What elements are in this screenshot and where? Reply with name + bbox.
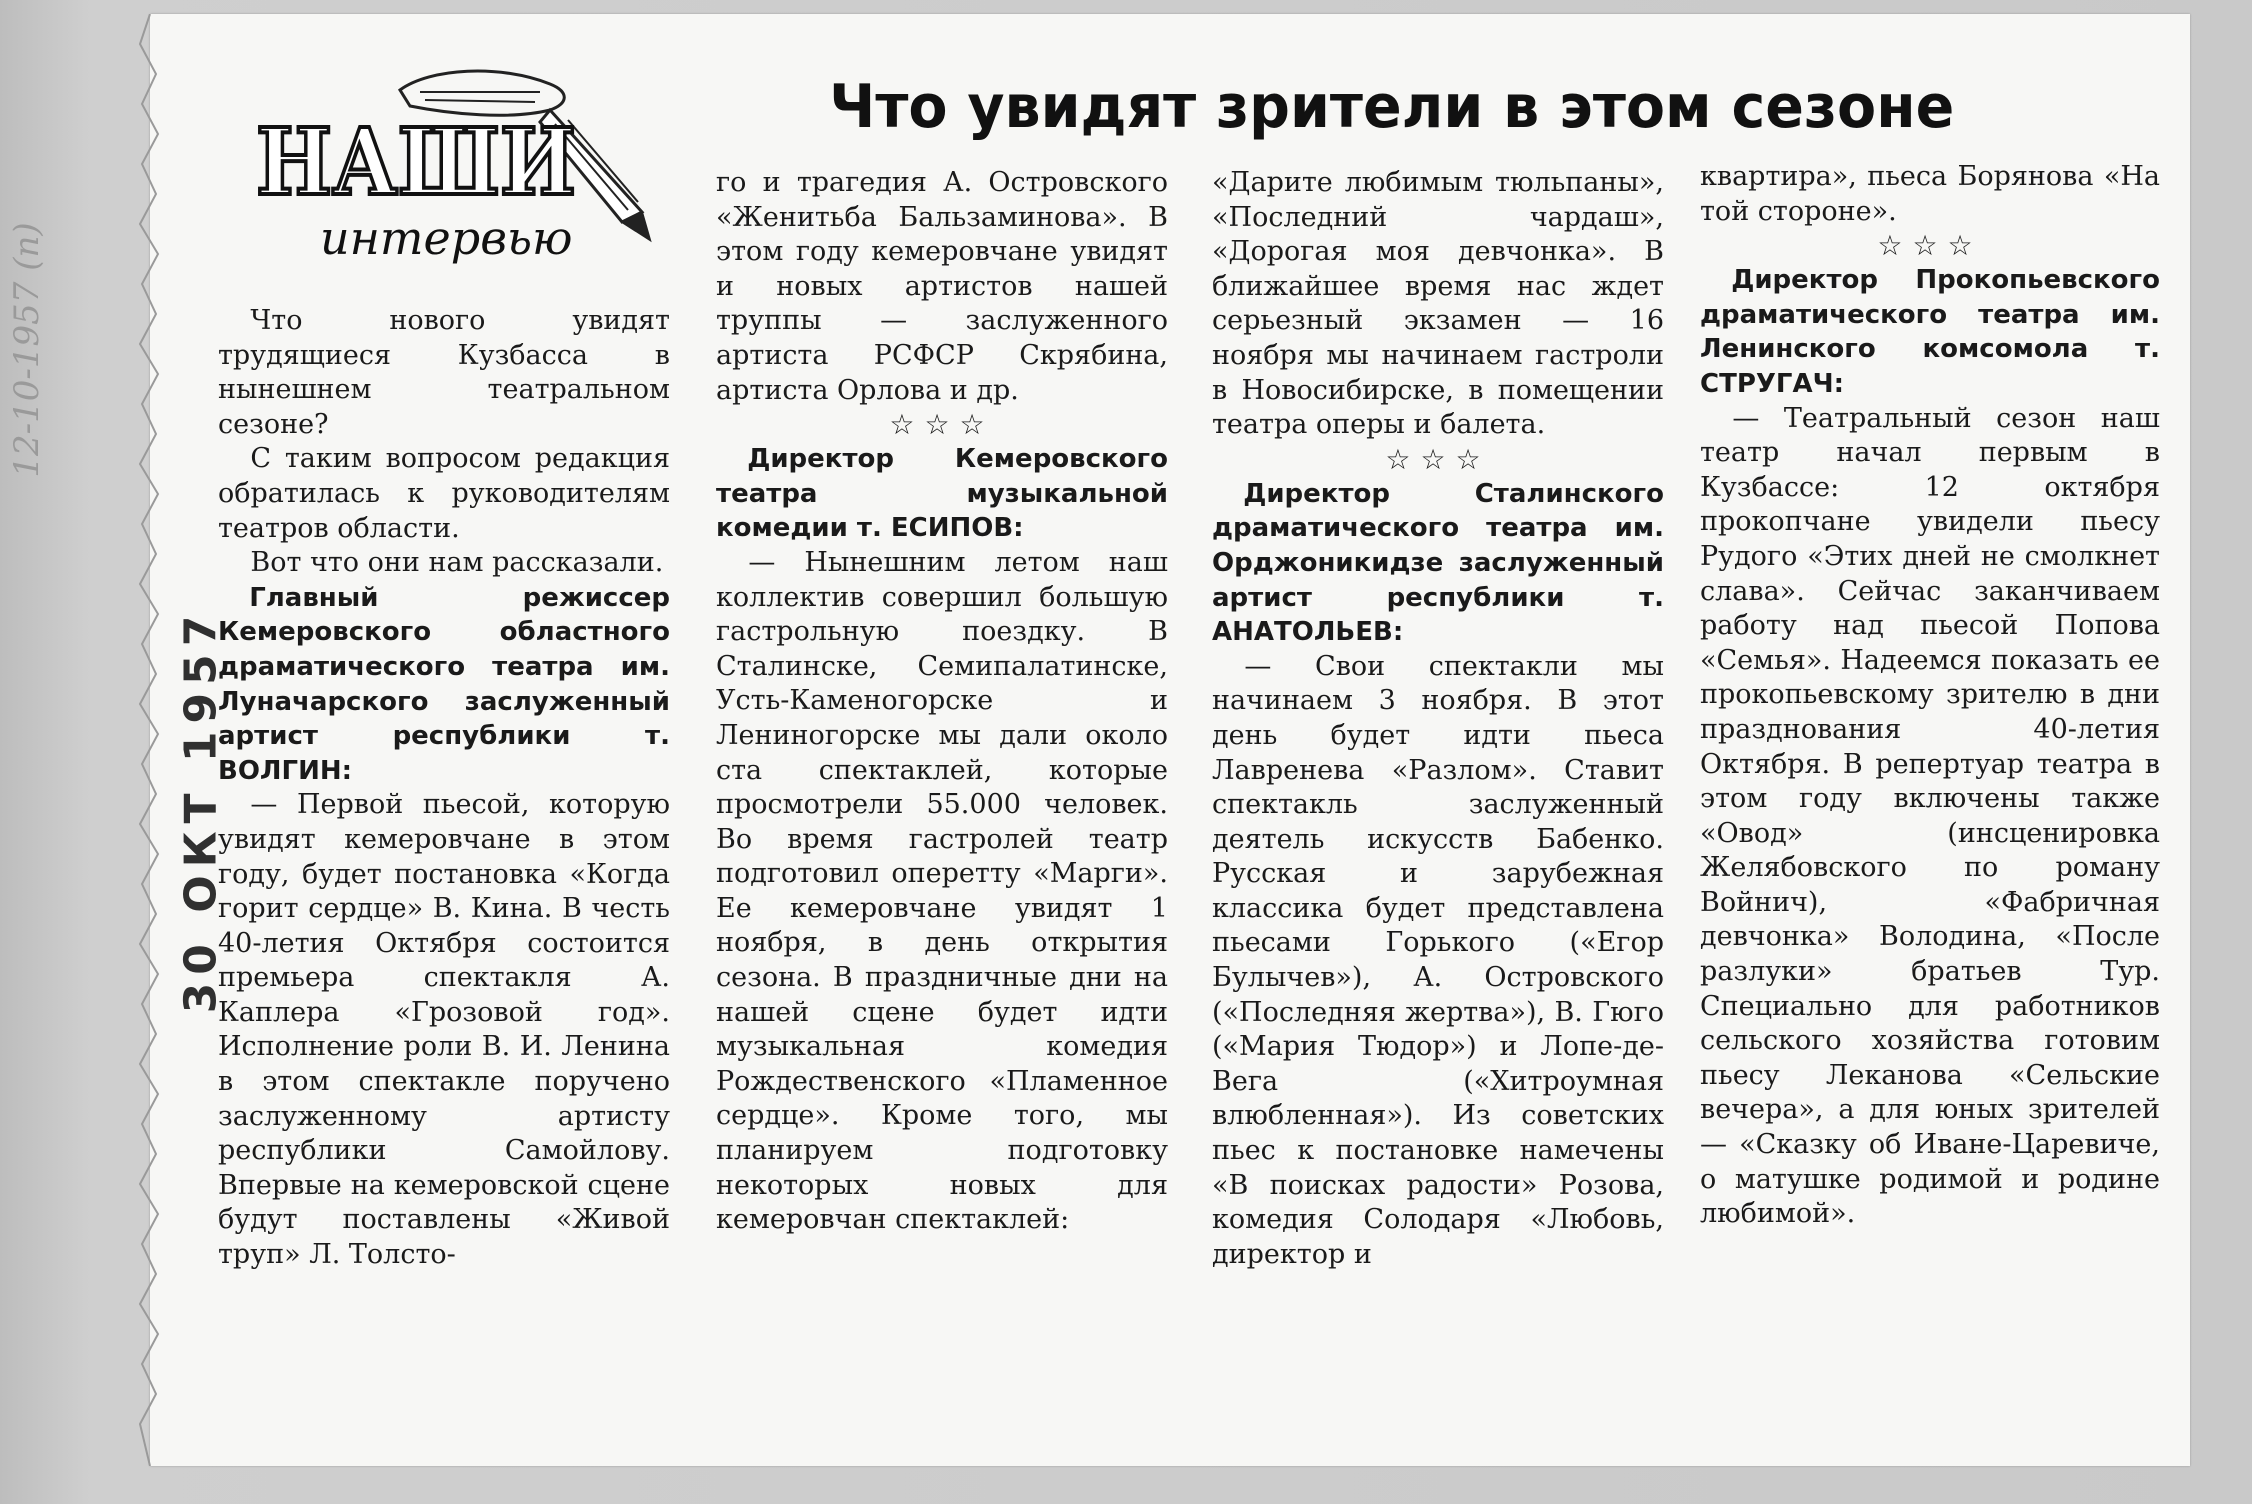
section-divider-stars: ☆☆☆ (889, 408, 995, 442)
intro-paragraph: Вот что они нам рассказали. (250, 547, 664, 579)
torn-edge (136, 14, 164, 1466)
section-divider-stars: ☆☆☆ (1385, 442, 1491, 476)
article-column-4 (1700, 160, 2160, 1434)
interview-answer: го и трагедия А. Островского «Женитьба Бальзаминова». В этом году кемеровчане увидят и новых артистов нашей труппы — заслуженного артиста РСФСР Скрябина, артиста Орлова и др. (716, 167, 1168, 406)
rubric-logo (250, 62, 670, 272)
handwritten-margin-note (0, 90, 60, 610)
intro-paragraph: Что нового увидят трудящиеся Кузбасса в нынешнем театральном сезоне? (218, 305, 670, 440)
interview-answer: — Свои спектакли мы начинаем 3 ноября. В этот день будет идти пьеса Лавренева «Разлом». Ставит спектакль заслуженный деятель искусств Бабенко. Русская и зарубежная классика будет представлена пьесами Горького («Егор Булычев»), А. Островского («Последняя жертва»), В. Гюго («Мария Тюдор») и Лопе-де-Вега («Хитроумная влюбленная»). Из советских пьес к постановке намечены «В поисках радости» Розова, комедия Солодаря «Любовь, директор и (1212, 650, 1664, 1270)
svg-text:12-10-1957 (n): 12-10-1957 (n) (7, 222, 47, 478)
interviewee-lead: Директор Сталинского драматического театра им. Орджоникидзе заслуженный артист республики т. АНАТОЛЬЕВ: (1212, 478, 1664, 648)
intro-paragraph: С таким вопросом редакция обратилась к руководителям театров области. (218, 443, 670, 544)
interview-answer: — Первой пьесой, которую увидят кемеровчане в этом году, будет постановка «Когда горит сердце» В. Кина. В честь 40-летия Октября состоится премьера спектакля А. Каплера «Грозовой год». Исполнение роли В. И. Ленина в этом спектакле поручено заслуженному артисту республики Самойлову. Впервые на кемеровской сцене будут поставлены «Живой труп» Л. Толсто- (218, 789, 670, 1271)
article-column-2 (716, 166, 1168, 1434)
interview-answer: — Нынешним летом наш коллектив совершил большую гастрольную поездку. В Сталинске, Семипалатинске, Усть-Каменогорске и Лениногорске мы дали около ста спектаклей, которые просмотрели 55.000 человек. Во время гастролей театр подготовил оперетту «Марги». Ее кемеровчане увидят 1 ноября, в день открытия сезона. В праздничные дни на нашей сцене будет идти музыкальная комедия Рождественского «Пламенное сердце». Кроме того, мы планируем подготовку некоторых новых для кемеровчан спектаклей: (716, 546, 1168, 1236)
article-headline: Что увидят зрители в этом сезоне (829, 72, 1955, 142)
interview-answer: квартира», пьеса Борянова «На той стороне». (1700, 161, 2160, 227)
article-column-1 (218, 304, 670, 1434)
article-column-3 (1212, 166, 1664, 1434)
date-stamp-text: 30 ОКТ 1957 (175, 607, 227, 1013)
interviewee-lead: Директор Прокопьевского драматического театра им. Ленинского комсомола т. СТРУГАЧ: (1700, 265, 2160, 399)
interview-answer: — Театральный сезон наш театр начал первым в Кузбассе: 12 октября прокопчане увидели пьесу Рудого «Этих дней не смолкнет слава». Сейчас заканчиваем работу над пьесой Попова «Семья». Надеемся показать ее прокопьевскому зрителю в дни празднования 40-летия Октября. В репертуар театра в этом году включены также «Овод» (инсценировка Желябовского по роману Войнич), «Фабричная девчонка» Володина, «После разлуки» братьев Тур. Специально для работников сельского хозяйства готовим пьесу Леканова «Сельские вечера», а для юных зрителей — «Сказку об Иване-Царевиче, о матушке родимой и родине любимой». (1700, 402, 2160, 1230)
logo-title: НАШИ (256, 108, 576, 216)
interviewee-lead: Главный режиссер Кемеровского областного драматического театра им. Луначарского заслуженный артист республики т. ВОЛГИН: (218, 582, 670, 786)
interview-answer: «Дарите любимым тюльпаны», «Последний чардаш», «Дорогая моя девчонка». В ближайшее время нас ждет серьезный экзамен — 16 ноября мы начинаем гастроли в Новосибирске, в помещении театра оперы и балета. (1212, 167, 1664, 441)
logo-subtitle: интервью (320, 211, 573, 265)
section-divider-stars: ☆☆☆ (1877, 229, 1983, 263)
interviewee-lead: Директор Кемеровского театра музыкальной комедии т. ЕСИПОВ: (716, 444, 1168, 544)
